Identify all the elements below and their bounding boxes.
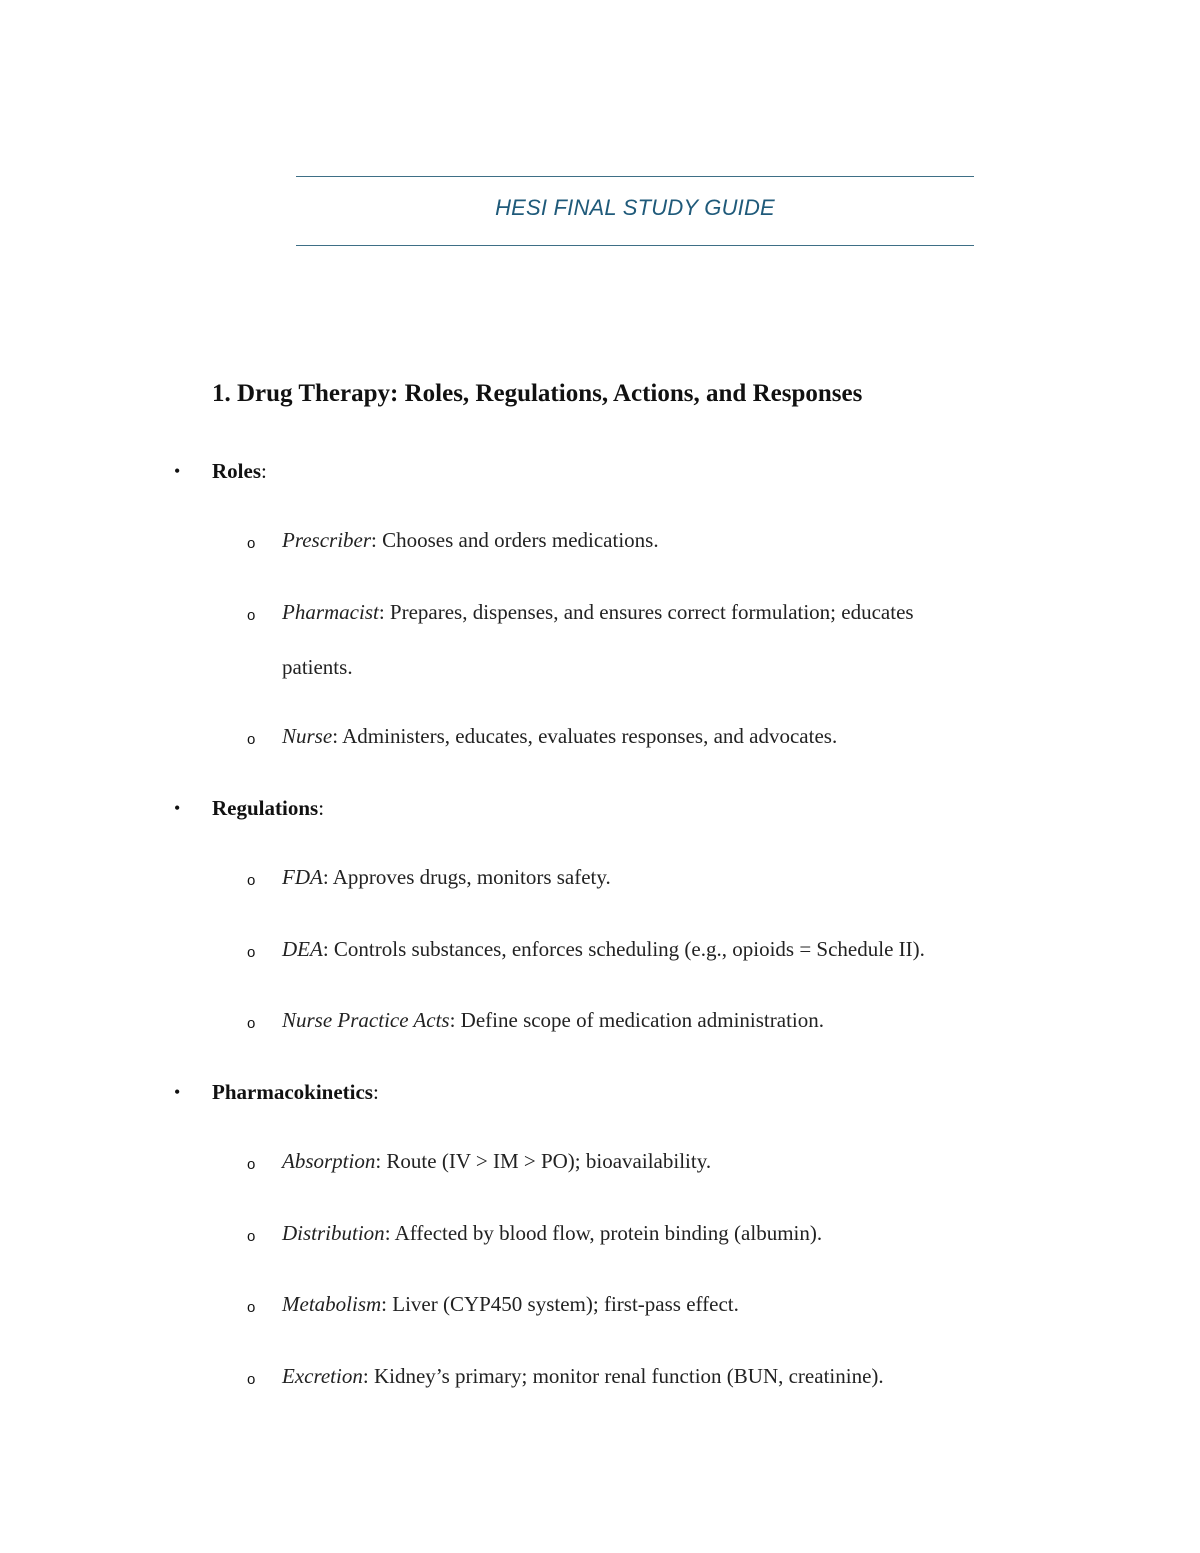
list-item-desc: : Administers, educates, evaluates responses, and advocates. xyxy=(332,724,838,748)
sub-marker: o xyxy=(247,1156,256,1173)
list-item-text xyxy=(282,1147,711,1175)
list-item-text xyxy=(282,526,659,554)
bullet-label-text: Roles xyxy=(212,459,261,483)
list-item-text xyxy=(282,598,914,626)
list-item-desc: : Liver (CYP450 system); first-pass effect. xyxy=(381,1292,739,1316)
list-item-text xyxy=(282,1290,739,1318)
bullet-colon: : xyxy=(372,1080,379,1104)
list-item-term: Nurse Practice Acts xyxy=(282,1008,450,1032)
list-item-desc: : Affected by blood flow, protein binding (albumin). xyxy=(384,1221,823,1245)
document-title: HESI FINAL STUDY GUIDE xyxy=(495,195,775,220)
sub-marker: o xyxy=(247,1015,256,1032)
bullet-label xyxy=(212,457,267,485)
list-item-term: Absorption xyxy=(282,1149,376,1173)
list-item-term: Nurse xyxy=(282,724,333,748)
list-item-desc: : Prepares, dispenses, and ensures correct formulation; educates xyxy=(378,600,914,624)
list-item-text xyxy=(282,935,925,963)
sub-marker: o xyxy=(247,1371,256,1388)
list-item-desc: : Define scope of medication administration. xyxy=(449,1008,824,1032)
list-item-desc: : Route (IV > IM > PO); bioavailability. xyxy=(375,1149,712,1173)
list-item-term: Excretion xyxy=(282,1364,363,1388)
list-item-term: Distribution xyxy=(282,1221,385,1245)
sub-marker: o xyxy=(247,1299,256,1316)
list-item-term: Prescriber xyxy=(282,528,372,552)
sub-marker: o xyxy=(247,607,256,624)
bullet-marker: • xyxy=(174,798,181,818)
list-item-text xyxy=(282,722,837,750)
bullet-label-text: Regulations xyxy=(212,796,319,820)
list-item-desc: : Kidney’s primary; monitor renal function (BUN, creatinine). xyxy=(362,1364,884,1388)
list-item-text xyxy=(282,1362,884,1390)
list-item-desc: : Controls substances, enforces scheduling (e.g., opioids = Schedule II). xyxy=(322,937,925,961)
list-item-desc: : Chooses and orders medications. xyxy=(371,528,659,552)
list-item-term: FDA xyxy=(282,865,323,889)
sub-marker: o xyxy=(247,872,256,889)
list-item-continuation: patients. xyxy=(282,655,353,679)
bullet-marker: • xyxy=(174,1082,181,1102)
sub-marker: o xyxy=(247,535,256,552)
sub-marker: o xyxy=(247,731,256,748)
title-block xyxy=(296,176,974,246)
bullet-colon: : xyxy=(261,459,267,483)
list-item-term: Pharmacist xyxy=(282,600,379,624)
list-item-text xyxy=(282,1006,824,1034)
list-item-desc: : Approves drugs, monitors safety. xyxy=(322,865,611,889)
bullet-label xyxy=(212,794,324,822)
list-item-term: DEA xyxy=(282,937,323,961)
list-item-text xyxy=(282,1219,822,1247)
section-heading: 1. Drug Therapy: Roles, Regulations, Actions, and Responses xyxy=(212,380,863,407)
list-item-term: Metabolism xyxy=(282,1292,382,1316)
bullet-label-text: Pharmacokinetics xyxy=(212,1080,373,1104)
bullet-colon: : xyxy=(318,796,325,820)
sub-marker: o xyxy=(247,1228,256,1245)
bullet-label xyxy=(212,1078,379,1106)
bullet-marker: • xyxy=(174,461,181,481)
sub-marker: o xyxy=(247,944,256,961)
list-item-text xyxy=(282,863,611,891)
